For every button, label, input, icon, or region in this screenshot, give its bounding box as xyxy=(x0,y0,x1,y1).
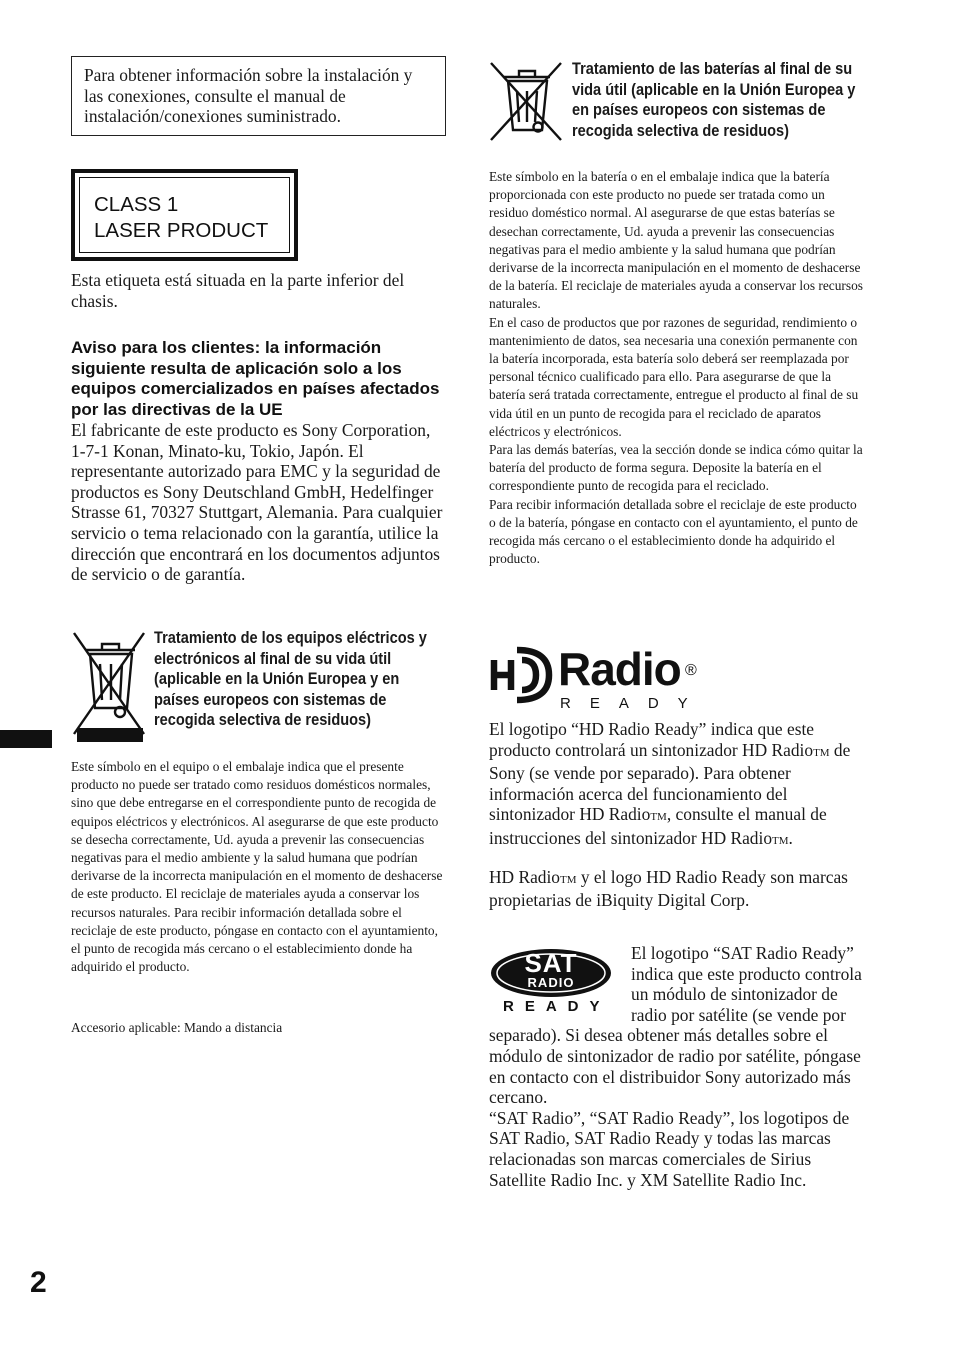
battery-disposal-body xyxy=(489,168,865,568)
accessory-note: Accesorio aplicable: Mando a distancia xyxy=(71,1020,283,1035)
hd-radio-trademark: HD RadioTM y el logo HD Radio Ready son marcas propietarias de iBiquity Digital Corp. xyxy=(489,866,848,911)
hd-logo-radio: Radio xyxy=(558,643,681,695)
battery-para-3: Para las demás baterías, vea la sección donde se indica cómo quitar la batería del producto de forma segura. Deposite la batería en el correspondiente punto de recogida para el reciclado. xyxy=(489,442,863,494)
battery-disposal-heading: Tratamiento de las baterías al final de su vida útil (aplicable en la Unión Europea y en países europeos con sistemas de recogida selectiva de residuos) xyxy=(572,60,856,140)
install-note-box xyxy=(71,56,446,136)
hd-radio-ready-logo xyxy=(489,640,719,714)
laser-product: LASER PRODUCT xyxy=(94,219,269,242)
eu-notice-heading: Aviso para los clientes: la información siguiente resulta de aplicación solo a los equipos comercializados en países afectados por las directivas de la UE xyxy=(71,338,440,419)
battery-para-2: En el caso de productos que por razones de seguridad, rendimiento o mantenimiento de datos, sea necesaria una conexión permanente con la batería incorporada, esta batería solo deberá ser reemplazada por personal técnico cualificado para ello. Para asegurarse de que la batería será tratada correctamente, entregue el producto al final de su vida útil en un punto de recogida para el reciclado de aparatos eléctricos y electrónicos. xyxy=(489,314,859,439)
hd-mark-icon xyxy=(489,642,555,708)
crossed-bin-icon xyxy=(71,630,147,746)
eu-notice-body: El fabricante de este producto es Sony Corporation, 1-7-1 Konan, Minato-ku, Tokio, Japón. El representante autorizado para EMC y la seguridad de productos es Sony Deutschland GmbH, Hedelfinger Strasse 61, 70327 Stuttgart, Alemania. Para cualquier servicio o tema relacionado con la garantía, utilice la dirección que encontrará en los documentos adjuntos de servicio o de garantía. xyxy=(71,420,443,585)
section-tab-marker xyxy=(0,730,52,748)
sat-radio-text xyxy=(489,943,863,1190)
hd-logo-reg: ® xyxy=(685,662,697,679)
label-location: Esta etiqueta está situada en la parte inferior del chasis. xyxy=(71,270,405,311)
hd-radio-description: El logotipo “HD Radio Ready” indica que este producto controlará un sintonizador HD RadioTM de Sony (se vende por separado). Para obtener información acerca del funcionamiento del sintonizador HD RadioTM, consulte el manual de instrucciones del sintonizador HD RadioTM. xyxy=(489,719,851,848)
hd-logo-ready: READY xyxy=(560,695,707,712)
battery-para-4: Para recibir información detallada sobre el reciclaje de este producto o de la batería, póngase en contacto con el ayuntamiento, el punto de recogida más cercano o el establecimiento donde ha adquirido el producto. xyxy=(489,496,858,567)
laser-label xyxy=(71,169,298,261)
sat-radio-trademark: “SAT Radio”, “SAT Radio Ready”, los logotipos de SAT Radio, SAT Radio Ready y todas las marcas relacionadas son marcas comerciales de Sirius Satellite Radio Inc. y XM Satellite Radio Inc. xyxy=(489,1107,850,1190)
equipment-disposal-body: Este símbolo en el equipo o el embalaje indica que el presente producto no puede ser tratado como residuos domésticos normales, sino que debe entregarse en el correspondiente punto de recogida de equipos eléctricos y electrónicos. Al asegurarse de que este producto se desecha correctamente, Ud. ayuda a prevenir las consecuencias negativas para el medio ambiente y la salud humana que podrían derivarse de la incorrecta manipulación en el momento de deshacerse de este producto. El reciclaje de materiales ayuda a conservar los recursos naturales. Para recibir información detallada sobre el reciclaje de este producto, póngase en contacto con el ayuntamiento, el punto de recogida más cercano o el establecimiento donde ha adquirido el producto. xyxy=(71,759,443,975)
sat-logo-radio: RADIO xyxy=(527,975,575,990)
equipment-disposal-heading: Tratamiento de los equipos eléctricos y electrónicos al final de su vida útil (aplicable en la Unión Europea y en países europeos con sistemas de recogida selectiva de residuos) xyxy=(154,629,427,730)
crossed-bin-icon xyxy=(488,60,564,144)
install-note: Para obtener información sobre la instalación y las conexiones, consulte el manual de instalación/conexiones suministrado. xyxy=(84,65,413,127)
sat-logo-ready: READY xyxy=(503,998,611,1015)
hd-radio-text xyxy=(489,719,859,911)
page-number: 2 xyxy=(30,1266,47,1299)
battery-para-1: Este símbolo en la batería o en el embalaje indica que la batería proporcionada con este producto no puede ser tratada como un residuo doméstico normal. Al asegurarse de que estas baterías se desechan correctamente, Ud. ayuda a prevenir las consecuencias negativas para el medio ambiente y la salud humana que podrían derivarse de la incorrecta manipulación en el momento de deshacerse de la batería. El reciclaje de materiales ayuda a conservar los recursos naturales. xyxy=(489,169,864,312)
sat-radio-description: El logotipo “SAT Radio Ready” indica que este producto controla un módulo de sintonizador de radio por satélite (se vende por separado). Si desea obtener más detalles sobre el módulo de sintonizador de radio por satélite, póngase en contacto con el distribuidor Sony autorizado más cercano. xyxy=(489,943,862,1108)
sat-logo-sat: SAT xyxy=(524,948,578,978)
laser-class: CLASS 1 xyxy=(94,193,179,216)
